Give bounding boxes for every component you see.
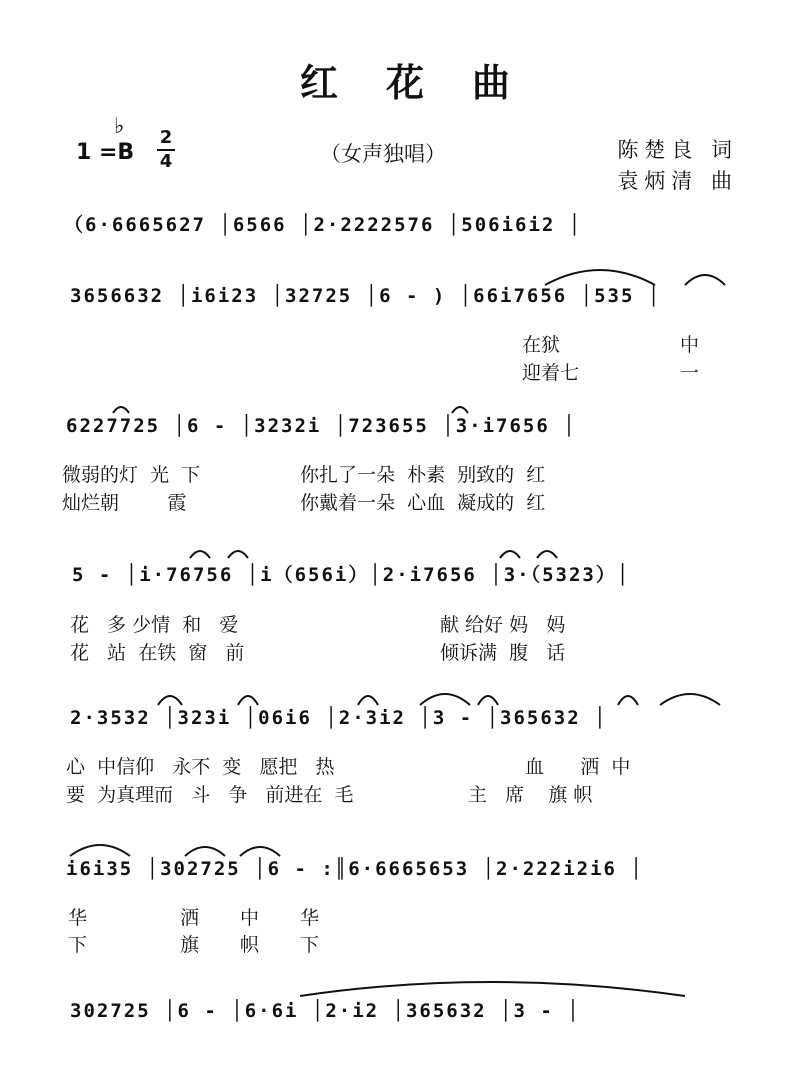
lyric: 花 站 在铁 窗 前 [70,642,245,664]
lyric: 下 [300,934,320,956]
notation: （6·6665627 │6566 │2·2222576 │506i6i2 │ [64,214,583,236]
performance-note: （女声独唱） [320,142,446,166]
lyric: 倾诉满 腹 话 [440,642,566,664]
notation: 302725 │6 - │6·6i │2·i2 │365632 │3 - │ [70,1000,581,1022]
lyric: 心 中信仰 永不 变 愿把 热 [66,756,335,778]
lyric: 中 [680,334,700,356]
flat-sign: ♭ [114,114,125,139]
lyric: 要 为真理而 斗 争 前进在 毛 [66,784,354,806]
lyric: 迎着七 [522,362,580,384]
lyric: 帜 [240,934,260,956]
lyric: 华 [300,907,320,929]
lyric: 灿烂朝 霞 [62,492,187,514]
notation: 6227725 │6 - │3232i │723655 │3·i7656 │ [66,415,577,437]
key-text: 1 =B [76,140,135,165]
fermatas [0,391,810,431]
time-signature [157,128,175,172]
slurs [0,263,810,303]
lyric: 你戴着一朵 心血 凝成的 红 [300,492,546,514]
lyric: 血 洒 中 [525,756,631,778]
score-line-6 [0,858,810,918]
lyric: 你扎了一朵 朴素 别致的 红 [300,464,546,486]
score-line-7 [0,1000,810,1060]
slurs [0,536,810,576]
notation: 3656632 │i6i23 │32725 │6 - ) │66i7656 │535 │ [70,285,662,307]
slurs [0,683,810,723]
lyric: 在狱 [522,334,561,356]
notation: 2·3532 │323i │06i6 │2·3i2 │3 - │365632 │ [70,707,608,729]
lyric: 洒 [180,907,200,929]
lyric: 微弱的灯 光 下 [62,464,201,486]
lyricist-credit: 陈楚良 词 [617,138,738,162]
slurs [0,974,810,1014]
lyric: 下 [68,934,88,956]
key-signature [76,114,135,165]
lyric: 花 多 少情 和 爱 [70,614,239,636]
score-line-1 [0,210,810,270]
time-top: 2 [159,127,173,148]
lyric: 一 [680,362,700,384]
lyric: 中 [240,907,260,929]
lyric: 旗 [180,934,200,956]
song-title: 红花曲 [299,61,558,105]
composer-credit: 袁炳清 曲 [617,169,738,193]
notation: i6i35 │302725 │6 - :║6·6665653 │2·222i2i6 │ [66,858,644,880]
time-bottom: 4 [159,151,173,172]
lyric: 献 给好 妈 妈 [440,614,566,636]
lyric: 华 [68,907,88,929]
slurs [0,834,810,874]
lyric: 主 席 旗 帜 [468,784,593,806]
notation: 5 - │i·76756 │i（656i）│2·i7656 │3·（5323）│ [72,564,631,586]
